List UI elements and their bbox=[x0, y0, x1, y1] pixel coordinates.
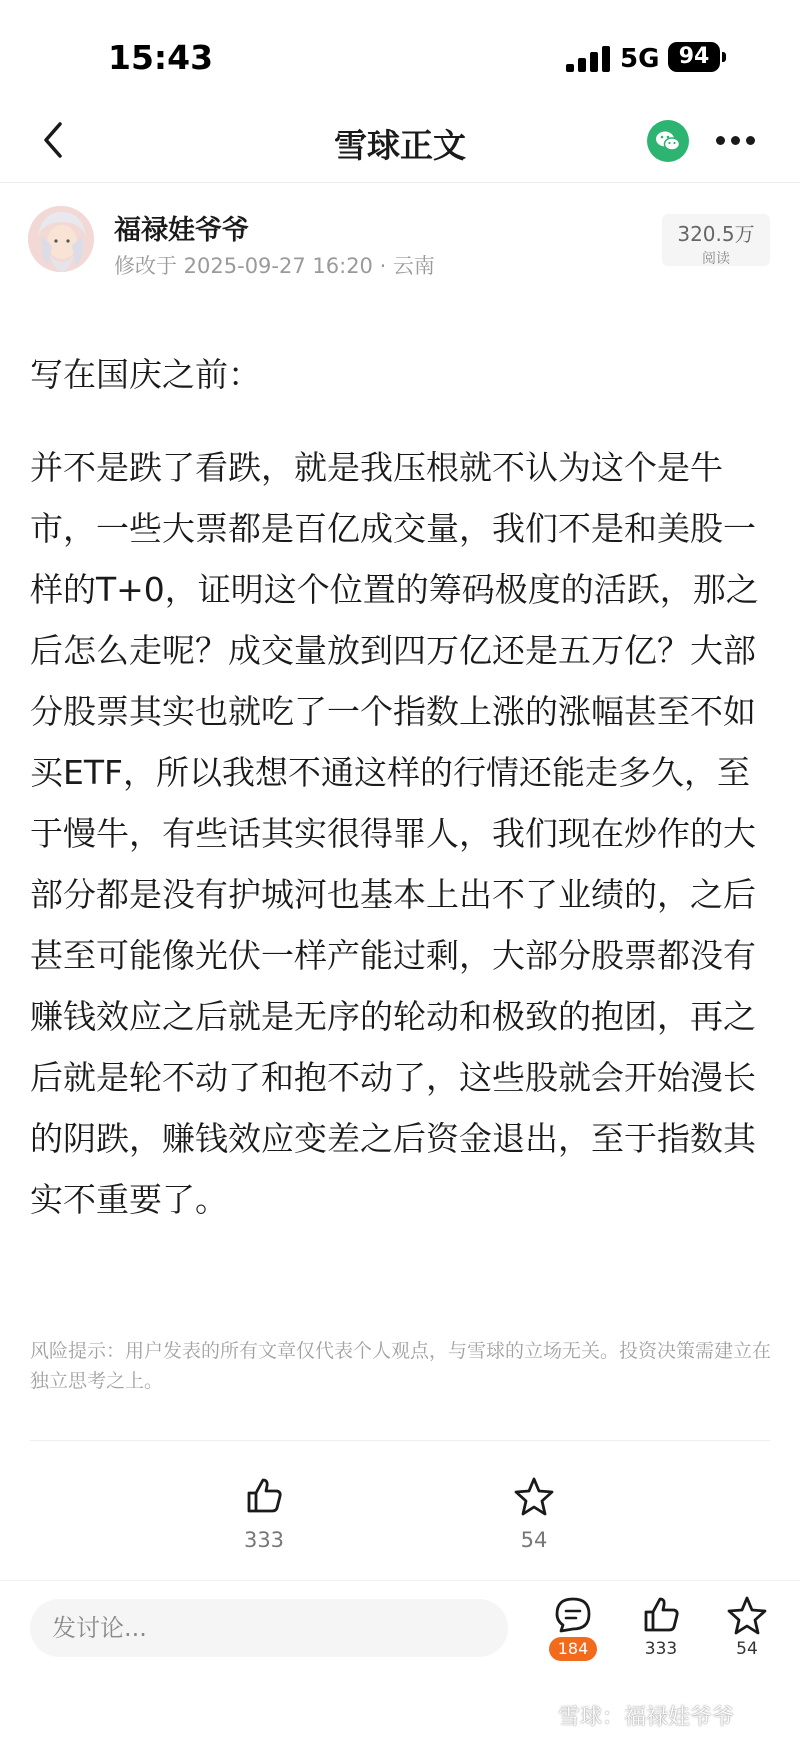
battery-tip bbox=[722, 52, 726, 62]
author-header bbox=[0, 182, 800, 292]
like-count: 333 bbox=[243, 1528, 285, 1552]
comment-bubble-icon bbox=[553, 1595, 593, 1635]
status-bar bbox=[0, 0, 800, 100]
bottom-like-count: 333 bbox=[644, 1639, 678, 1659]
star-icon bbox=[726, 1595, 768, 1635]
divider bbox=[30, 1440, 770, 1441]
author-name[interactable]: 福禄娃爷爷 bbox=[114, 215, 249, 246]
favorite-count: 54 bbox=[520, 1528, 548, 1552]
like-button[interactable] bbox=[214, 1476, 314, 1552]
view-count-label: 阅读 bbox=[702, 251, 730, 267]
battery-icon: 94 bbox=[668, 42, 720, 72]
thumbs-up-icon bbox=[641, 1595, 681, 1635]
nav-bar bbox=[0, 100, 800, 183]
bottom-favorite-button[interactable] bbox=[712, 1595, 782, 1659]
view-count-badge bbox=[662, 214, 770, 266]
avatar[interactable] bbox=[28, 206, 94, 272]
watermark: 雪球：福禄娃爷爷 bbox=[558, 1705, 735, 1730]
comment-count-badge: 184 bbox=[549, 1637, 598, 1661]
network-type: 5G bbox=[620, 44, 660, 74]
favorite-button[interactable] bbox=[484, 1476, 584, 1552]
comment-input[interactable] bbox=[30, 1599, 508, 1657]
thumbs-up-icon bbox=[244, 1476, 284, 1516]
star-icon bbox=[513, 1476, 555, 1516]
signal-icon bbox=[566, 46, 610, 72]
more-dots-icon[interactable] bbox=[716, 136, 756, 148]
status-time: 15:43 bbox=[108, 38, 214, 77]
article-body bbox=[30, 344, 774, 1230]
view-count: 320.5万 bbox=[677, 222, 755, 246]
article-heading: 写在国庆之前： bbox=[30, 355, 261, 394]
wechat-icon[interactable] bbox=[647, 120, 689, 162]
comments-button[interactable] bbox=[538, 1595, 608, 1661]
bottom-like-button[interactable] bbox=[626, 1595, 696, 1659]
risk-disclaimer: 风险提示：用户发表的所有文章仅代表个人观点，与雪球的立场无关。投资决策需建立在独立思考之上。 bbox=[30, 1340, 772, 1392]
article-paragraph: 并不是跌了看跌，就是我压根就不认为这个是牛市，一些大票都是百亿成交量，我们不是和美股一样的T+0，证明这个位置的筹码极度的活跃，那之后怎么走呢？成交量放到四万亿还是五万亿？大部分股票其实也就吃了一个指数上涨的涨幅甚至不如买ETF，所以我想不通这样的行情还能走多久，至于慢牛，有些话其实很得罪人，我们现在炒作的大部分都是没有护城河也基本上出不了业绩的，之后甚至可能像光伏一样产能过剩，大部分股票都没有赚钱效应之后就是无序的轮动和极致的抱团，再之后就是轮不动了和抱不动了，这些股就会开始漫长的阴跌，赚钱效应变差之后资金退出，至于指数其实不重要了。 bbox=[30, 448, 759, 1219]
post-meta: 修改于 2025-09-27 16:20 · 云南 bbox=[114, 254, 435, 278]
bottom-favorite-count: 54 bbox=[736, 1639, 758, 1659]
page-title: 雪球正文 bbox=[334, 126, 466, 165]
